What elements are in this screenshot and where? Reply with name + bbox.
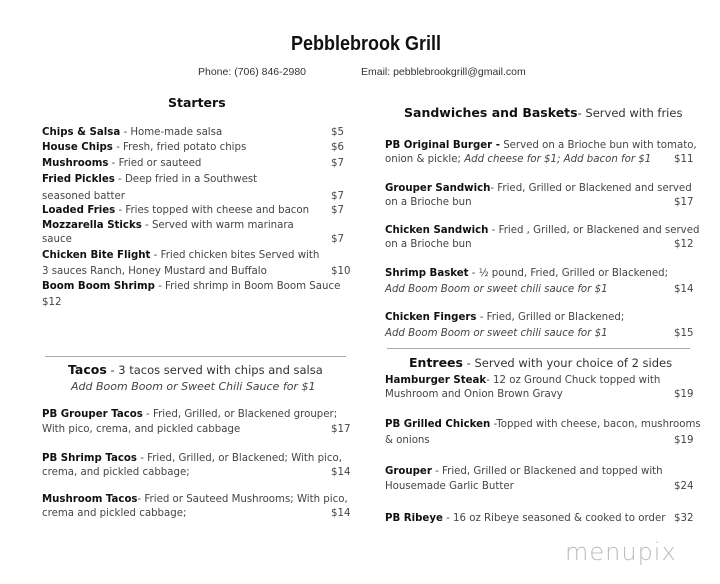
price: $5 bbox=[331, 127, 344, 138]
menu-item bbox=[42, 280, 340, 294]
menu-item-name: Chicken Sandwich bbox=[385, 225, 489, 236]
menu-item-desc: onion & pickle; bbox=[385, 154, 465, 165]
watermark-logo: menupix bbox=[565, 538, 677, 566]
menu-item-desc: on a Brioche bun bbox=[385, 239, 472, 250]
menu-item-desc: - Served with fries bbox=[577, 106, 683, 120]
menu-item bbox=[42, 452, 342, 466]
menu-item-name: Boom Boom Shrimp bbox=[42, 281, 155, 292]
menu-item-desc: Mushroom and Onion Brown Gravy bbox=[385, 389, 563, 400]
menu-item bbox=[42, 408, 337, 422]
price: $12 bbox=[42, 297, 62, 308]
menu-item bbox=[385, 267, 668, 281]
menu-item-desc: -Topped with cheese, bacon, mushrooms bbox=[490, 419, 701, 430]
menu-item-desc: Entrees bbox=[409, 355, 463, 370]
price: $24 bbox=[674, 481, 694, 492]
divider bbox=[387, 348, 690, 349]
price: $14 bbox=[674, 284, 694, 295]
menu-item-desc: - Fried, Grilled or Blackened and served bbox=[490, 183, 692, 194]
menu-item bbox=[385, 182, 692, 196]
menu-item bbox=[385, 374, 660, 388]
phone: Phone: (706) 846-2980 bbox=[198, 66, 306, 78]
entrees-heading bbox=[409, 355, 672, 370]
menu-item-desc: sauce bbox=[42, 234, 72, 245]
menu-item-desc: - Fried shrimp in Boom Boom Sauce bbox=[154, 281, 341, 292]
price: $17 bbox=[674, 197, 694, 208]
menu-item-desc: - 12 oz Ground Chuck topped with bbox=[486, 375, 661, 386]
menu-item-desc: - Fried , Grilled, or Blackened and served bbox=[488, 225, 700, 236]
menu-item-name: Grouper Sandwich bbox=[385, 183, 491, 194]
price: $19 bbox=[674, 389, 694, 400]
menu-item-desc: on a Brioche bun bbox=[385, 197, 472, 208]
menu-item bbox=[42, 493, 348, 507]
price: $10 bbox=[331, 266, 351, 277]
menu-item-desc: & onions bbox=[385, 435, 430, 446]
menu-item bbox=[42, 126, 222, 140]
menu-item-desc: - Fried, Grilled or Blackened; bbox=[476, 312, 625, 323]
price: $19 bbox=[674, 435, 694, 446]
menu-item-name: Chicken Fingers bbox=[385, 312, 477, 323]
menu-item-name: Mozzarella Sticks bbox=[42, 220, 142, 231]
price: $15 bbox=[674, 328, 694, 339]
price: $14 bbox=[331, 508, 351, 519]
price: $14 bbox=[331, 467, 351, 478]
starters-heading: Starters bbox=[168, 95, 226, 110]
price: $6 bbox=[331, 142, 344, 153]
price: $12 bbox=[674, 239, 694, 250]
menu-item bbox=[385, 418, 701, 432]
price: $7 bbox=[331, 205, 344, 216]
menu-item-name: PB Original Burger - bbox=[385, 140, 500, 151]
price: $7 bbox=[331, 158, 344, 169]
menu-item-name: Fried Pickles bbox=[42, 174, 115, 185]
menu-item-desc: - Served with your choice of 2 sides bbox=[462, 356, 673, 370]
menu-item-name: PB Grilled Chicken bbox=[385, 419, 491, 430]
menu-item bbox=[42, 219, 294, 233]
menu-item-desc: - 3 tacos served with chips and salsa bbox=[106, 363, 323, 377]
menu-item bbox=[385, 139, 697, 153]
menu-item-desc: - Fresh, fried potato chips bbox=[112, 142, 247, 153]
price: $11 bbox=[674, 154, 694, 165]
menu-item-desc: crema and pickled cabbage; bbox=[42, 508, 187, 519]
menu-item-desc: - Fried, Grilled, or Blackened; With pico, bbox=[136, 453, 342, 464]
menu-item bbox=[42, 141, 246, 155]
menu-item bbox=[385, 512, 665, 526]
tacos-note: Add Boom Boom or Sweet Chili Sauce for $1 bbox=[71, 380, 316, 393]
menu-item bbox=[385, 311, 624, 325]
menu-item bbox=[42, 204, 309, 218]
menu-item-desc: With pico, crema, and pickled cabbage bbox=[42, 424, 241, 435]
menu-item-desc: - Served with warm marinara bbox=[141, 220, 294, 231]
menu-item-desc: - Fried or sauteed bbox=[108, 158, 202, 169]
menu-item-name: Grouper bbox=[385, 466, 432, 477]
menu-item-desc: - ½ pound, Fried, Grilled or Blackened; bbox=[468, 268, 669, 279]
menu-item-desc: Served on a Brioche bun with tomato, bbox=[499, 140, 697, 151]
menu-item-desc: - Home-made salsa bbox=[120, 127, 223, 138]
menu-item-desc: Tacos bbox=[68, 362, 107, 377]
price: $17 bbox=[331, 424, 351, 435]
menu-item-name: Mushrooms bbox=[42, 158, 109, 169]
menu-item-name: PB Ribeye bbox=[385, 513, 443, 524]
menu-item-desc: - Deep fried in a Southwest bbox=[114, 174, 258, 185]
menu-item-desc: Add Boom Boom or sweet chili sauce for $1 bbox=[385, 328, 608, 339]
menu-item-name: Loaded Fries bbox=[42, 205, 116, 216]
menu-item-name: Chips & Salsa bbox=[42, 127, 121, 138]
menu-item-desc: seasoned batter bbox=[42, 191, 125, 202]
menu-item-desc: - 16 oz Ribeye seasoned & cooked to order bbox=[442, 513, 666, 524]
menu-item-desc: Add Boom Boom or sweet chili sauce for $1 bbox=[385, 284, 608, 295]
menu-item-name: PB Shrimp Tacos bbox=[42, 453, 137, 464]
menu-item bbox=[385, 224, 699, 238]
menu-item-desc: crema, and pickled cabbage; bbox=[42, 467, 190, 478]
menu-item bbox=[42, 173, 257, 187]
sandwiches-heading bbox=[404, 105, 682, 120]
email: Email: pebblebrookgrill@gmail.com bbox=[361, 66, 526, 78]
menu-item bbox=[42, 249, 319, 263]
price: $7 bbox=[331, 191, 344, 202]
menu-item-name: House Chips bbox=[42, 142, 113, 153]
menu-item-name: Shrimp Basket bbox=[385, 268, 469, 279]
menu-item-name: Hamburger Steak bbox=[385, 375, 487, 386]
menu-item-desc bbox=[385, 327, 608, 341]
menu-item-desc: 3 sauces Ranch, Honey Mustard and Buffalo bbox=[42, 266, 267, 277]
menu-item-desc bbox=[385, 283, 608, 297]
menu-item-desc: - Fried chicken bites Served with bbox=[150, 250, 320, 261]
tacos-heading bbox=[68, 362, 323, 377]
price: $32 bbox=[674, 513, 694, 524]
price: $7 bbox=[331, 234, 344, 245]
menu-item bbox=[385, 465, 663, 479]
menu-item-name: PB Grouper Tacos bbox=[42, 409, 143, 420]
menu-item-desc: - Fries topped with cheese and bacon bbox=[115, 205, 310, 216]
menu-item-desc: - Fried, Grilled or Blackened and topped with bbox=[431, 466, 663, 477]
menu-item-name: Mushroom Tacos bbox=[42, 494, 138, 505]
restaurant-title: Pebblebrook Grill bbox=[290, 33, 442, 55]
menu-item-desc: Add cheese for $1; Add bacon for $1 bbox=[464, 154, 652, 165]
menu-item-desc bbox=[385, 153, 651, 167]
menu-item-desc: Housemade Garlic Butter bbox=[385, 481, 514, 492]
menu-item-desc: Sandwiches and Baskets bbox=[404, 105, 578, 120]
menu-item-name: Chicken Bite Flight bbox=[42, 250, 151, 261]
menu-item bbox=[42, 157, 201, 171]
menu-item-desc: - Fried or Sauteed Mushrooms; With pico, bbox=[137, 494, 348, 505]
menu-item-desc: - Fried, Grilled, or Blackened grouper; bbox=[142, 409, 338, 420]
divider bbox=[45, 356, 346, 357]
